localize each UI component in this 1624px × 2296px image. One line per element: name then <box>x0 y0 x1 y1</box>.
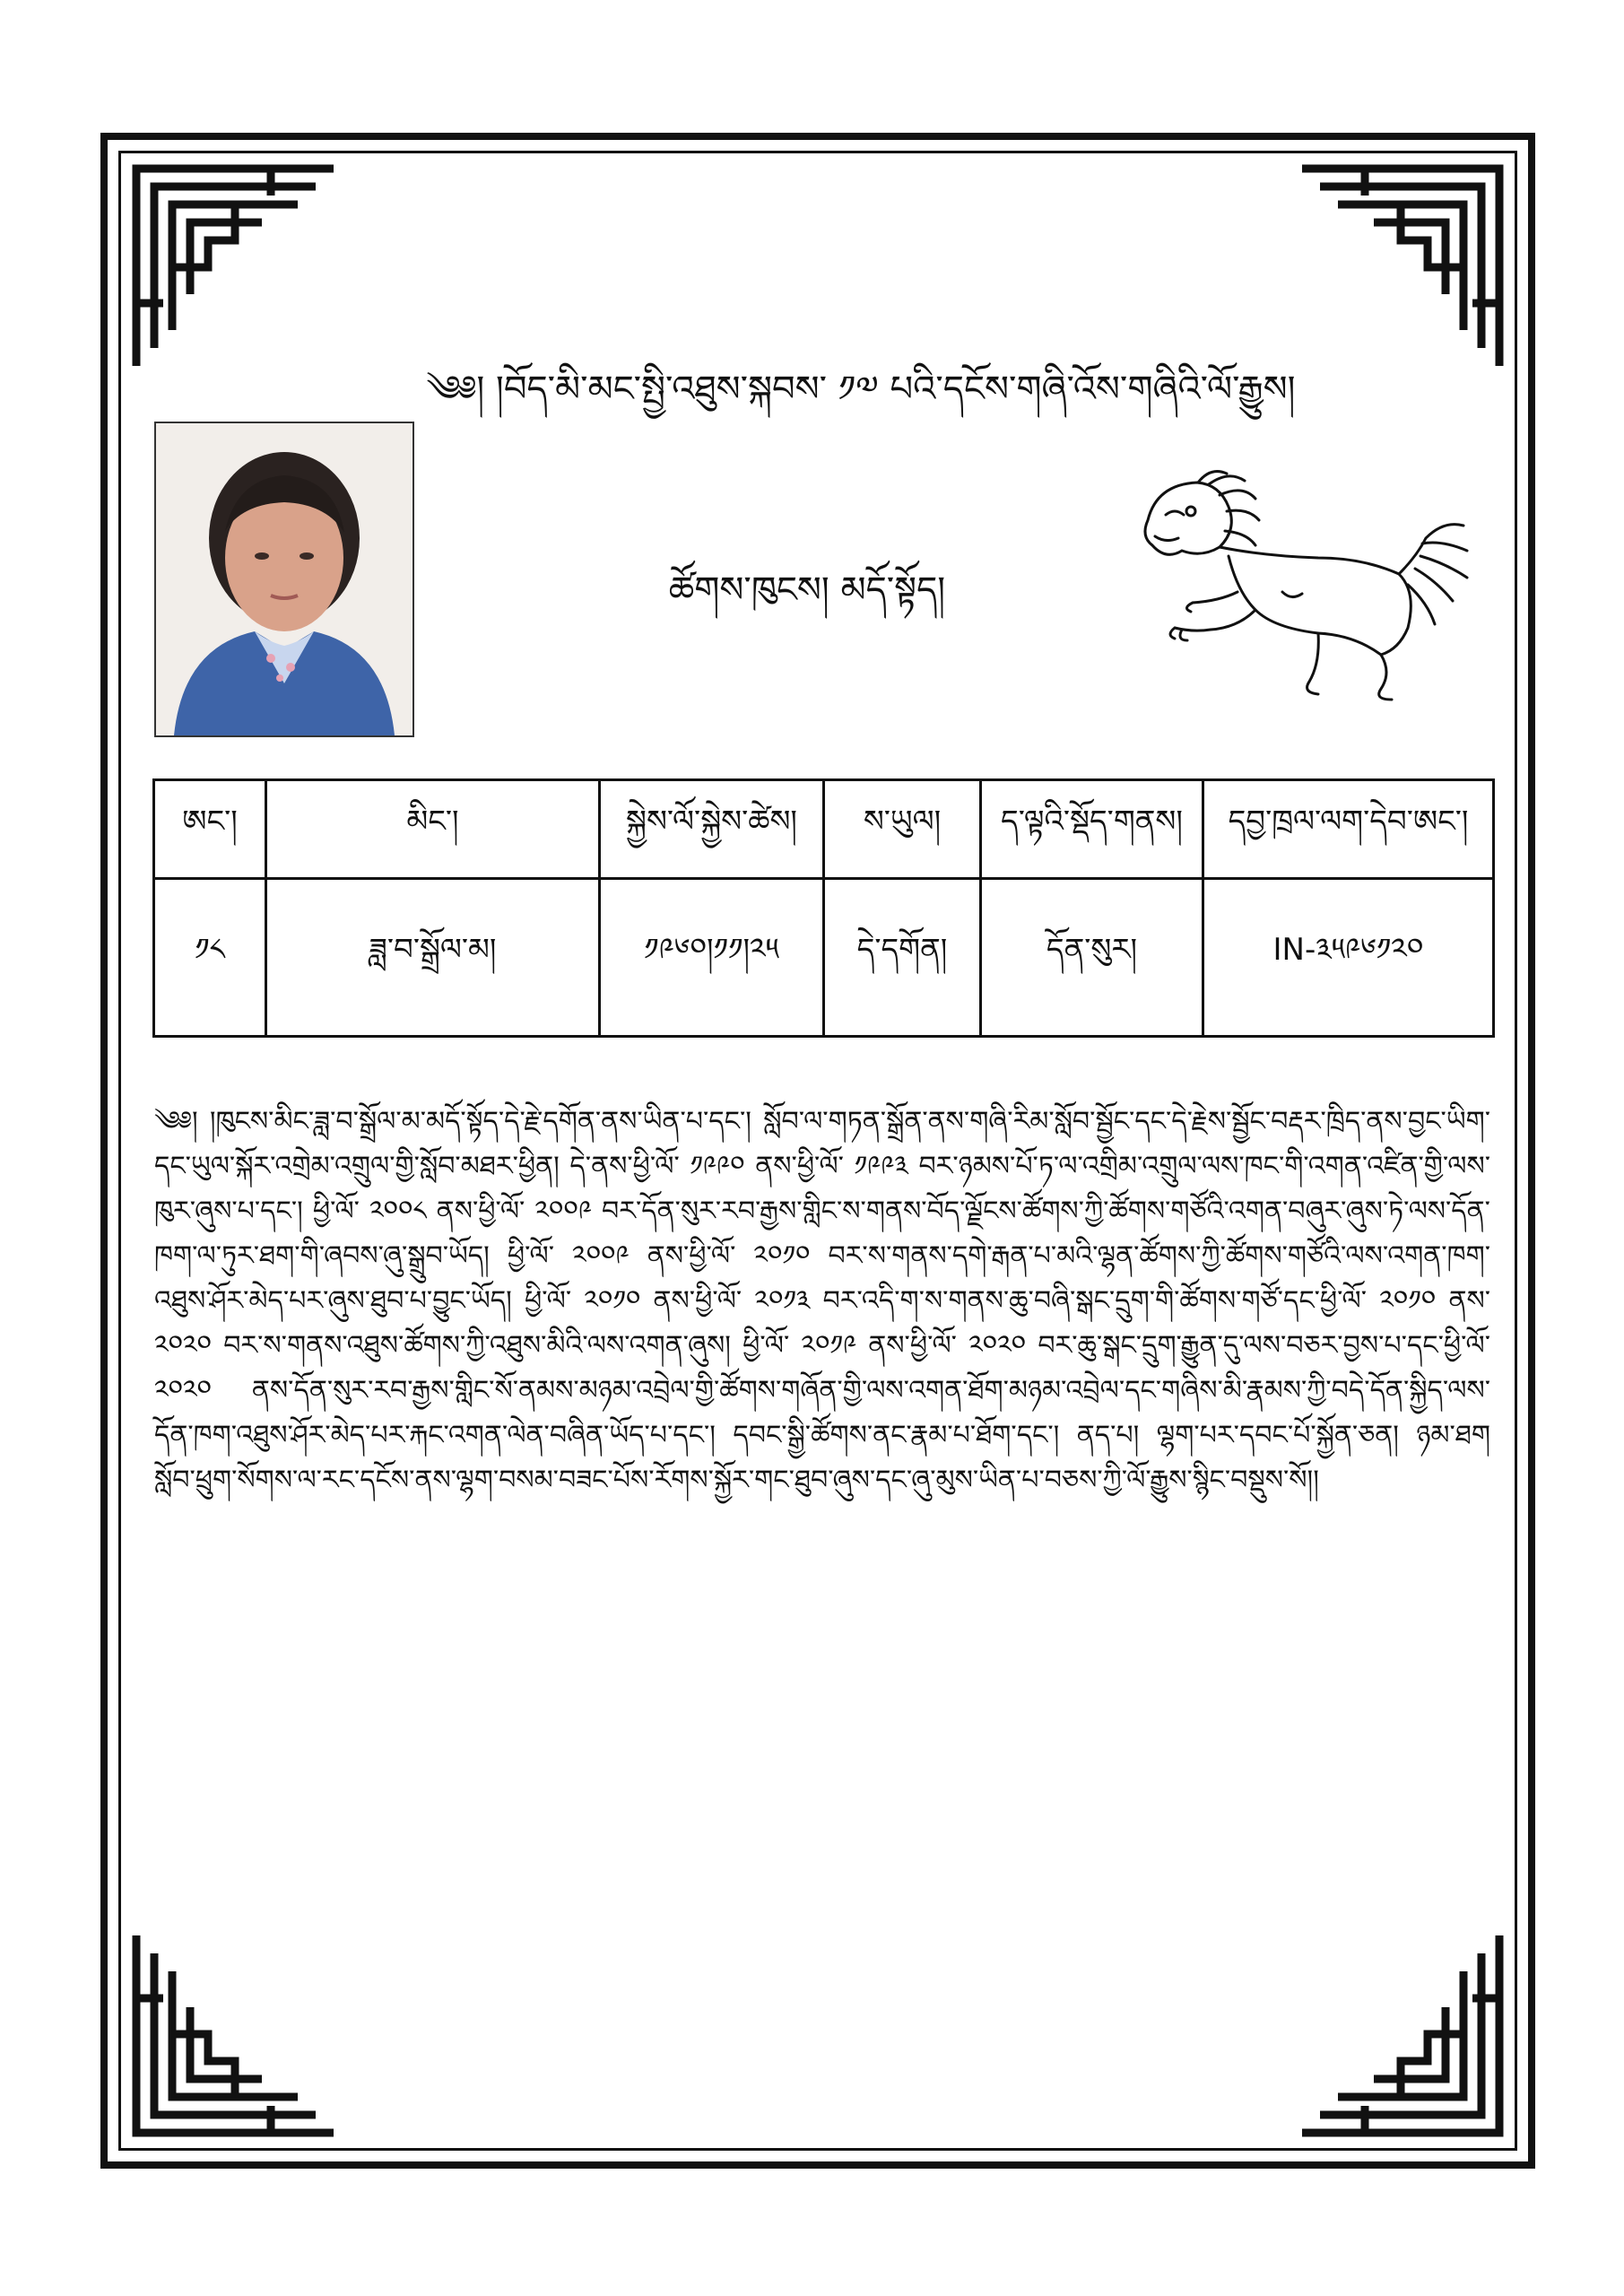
corner-ornament-top-left <box>127 160 343 375</box>
header-greenbook-number: དབྱ་ཁྲལ་ལག་དེབ་ཨང་། <box>1203 780 1494 879</box>
corner-ornament-top-right <box>1293 160 1508 375</box>
cell-name: ཟླ་བ་སྒྲོལ་མ། <box>266 879 600 1037</box>
header-birthdate: སྐྱེས་ལོ་སྐྱེས་ཚེས། <box>600 780 824 879</box>
corner-ornament-bottom-right <box>1293 1926 1508 2142</box>
party-label: ཚོགས་ཁུངས། མདོ་སྟོད། <box>668 570 946 611</box>
biography-text: ༄༅། །ཁུངས་མིང་ཟླ་བ་སྒྲོལ་མ་མདོ་སྟོད་དེ་རྗེ་དགོན་ནས་ཡིན་པ་དང་། སློབ་ལ་གཏན་སྒྲོན་ནས་གཞི་རིམ་སློབ་སྦྱོང་དང་དེ་རྗེས་སྦྱོང་བརྡར་ཁྲིད་ནས་བྱང་ཡིག་དང་ཡུལ་སྐོར་འགྲེམ་འགྲུལ་གྱི་སློབ་མཐར་ཕྱིན། དེ་ནས་ཕྱི་ལོ་ ༡༩༩༠ ནས་ཕྱི་ལོ་ ༡༩༩༣ བར་ཉམས་པོ་ཏ་ལ་འགྲིམ་འགྲུལ་ལས་ཁང་གི་འགན་འཛིན་གྱི་ལས་ཁུར་ཞུས་པ་དང་། ཕྱི་ལོ་ ༢༠༠༨ ནས་ཕྱི་ལོ་ ༢༠༠༩ བར་དོན་སུར་རབ་རྒྱས་གླིང་ས་གནས་བོད་ལྗོངས་ཚོགས་ཀྱི་ཚོགས་གཙོའི་འགན་བཞུར་ཞུས་ཏེ་ལས་དོན་ཁག་ལ་ཏུར་ཐག་གི་ཞབས་ཞུ་སྒྲུབ་ཡོད། ཕྱི་ལོ་ ༢༠༠༩ ནས་ཕྱི་ལོ་ ༢༠༡༠ བར་ས་གནས་དགེ་རྒན་པ་མའི་ལྷན་ཚོགས་ཀྱི་ཚོགས་གཙོའི་ལས་འགན་ཁག་འཐུས་ཤོར་མེད་པར་ཞུས་ཐུབ་པ་བྱུང་ཡོད། ཕྱི་ལོ་ ༢༠༡༠ ནས་ཕྱི་ལོ་ ༢༠༡༣ བར་འདི་ག་ས་གནས་ཆུ་བཞི་སྒང་དྲུག་གི་ཚོགས་གཙོ་དང་ཕྱི་ལོ་ ༢༠༡༠ ནས་ ༢༠༢༠ བར་ས་གནས་འཐུས་ཚོགས་ཀྱི་འཐུས་མིའི་ལས་འགན་ཞུས། ཕྱི་ལོ་ ༢༠༡༩ ནས་ཕྱི་ལོ་ ༢༠༢༠ བར་ཆུ་སྒང་དྲུག་རྒྱུན་དུ་ལས་བཅར་བྱས་པ་དང་ཕྱི་ལོ་ ༢༠༢༠ ནས་དོན་སུར་རབ་རྒྱས་གླིང་སོ་ནམས་མཉམ་འབྲེལ་གྱི་ཚོགས་གཞོན་གྱི་ལས་འགན་ཐོག་མཉམ་འབྲེལ་དང་གཞིས་མི་རྣམས་ཀྱི་བདེ་དོན་སྐྱིད་ལས་དོན་ཁག་འཐུས་ཤོར་མེད་པར་རྐང་འགན་ལེན་བཞིན་ཡོད་པ་དང་། དབང་སྒྱི་ཚོགས་ནང་རྣམ་པ་ཐོག་དང་། ནད་པ། ལྷག་པར་དབང་པོ་སྐྱོན་ཅན། ཉམ་ཐག སློབ་ཕྲུག་སོགས་ལ་རང་དངོས་ནས་ལྷག་བསམ་བཟང་པོས་རོགས་སྐྱོར་གང་ཐུབ་ཞུས་དང་ཞུ་མུས་ཡིན་པ་བཅས་ཀྱི་ལོ་རྒྱུས་སྙིང་བསྡུས་སོ།། <box>154 1106 1490 1496</box>
cell-residence: དོན་སུར། <box>981 879 1203 1037</box>
header-birthplace: ས་ཡུལ། <box>824 780 981 879</box>
candidate-info-table <box>152 778 1495 1038</box>
document-title: ༄༅། །བོད་མི་མང་སྤྱི་འཐུས་སྐབས་ ༡༧ པའི་དངོས་གཞི་འོས་གཞིའི་ལོ་རྒྱུས། <box>426 369 1296 410</box>
cell-birthplace: དེ་དགོན། <box>824 879 981 1037</box>
snow-lion-emblem <box>1112 457 1489 718</box>
cell-number: ༡༨ <box>154 879 266 1037</box>
header-name: མིང་། <box>266 780 600 879</box>
header-residence: ད་ལྟའི་སྡོད་གནས། <box>981 780 1203 879</box>
cell-birthdate: ༡༩༦༠།༡༡།༢༥ <box>600 879 824 1037</box>
cell-greenbook-number: IN-༣༥༩༦༡༢༠ <box>1203 879 1494 1037</box>
header-number: ཨང་། <box>154 780 266 879</box>
candidate-photo <box>154 422 414 737</box>
corner-ornament-bottom-left <box>127 1926 343 2142</box>
